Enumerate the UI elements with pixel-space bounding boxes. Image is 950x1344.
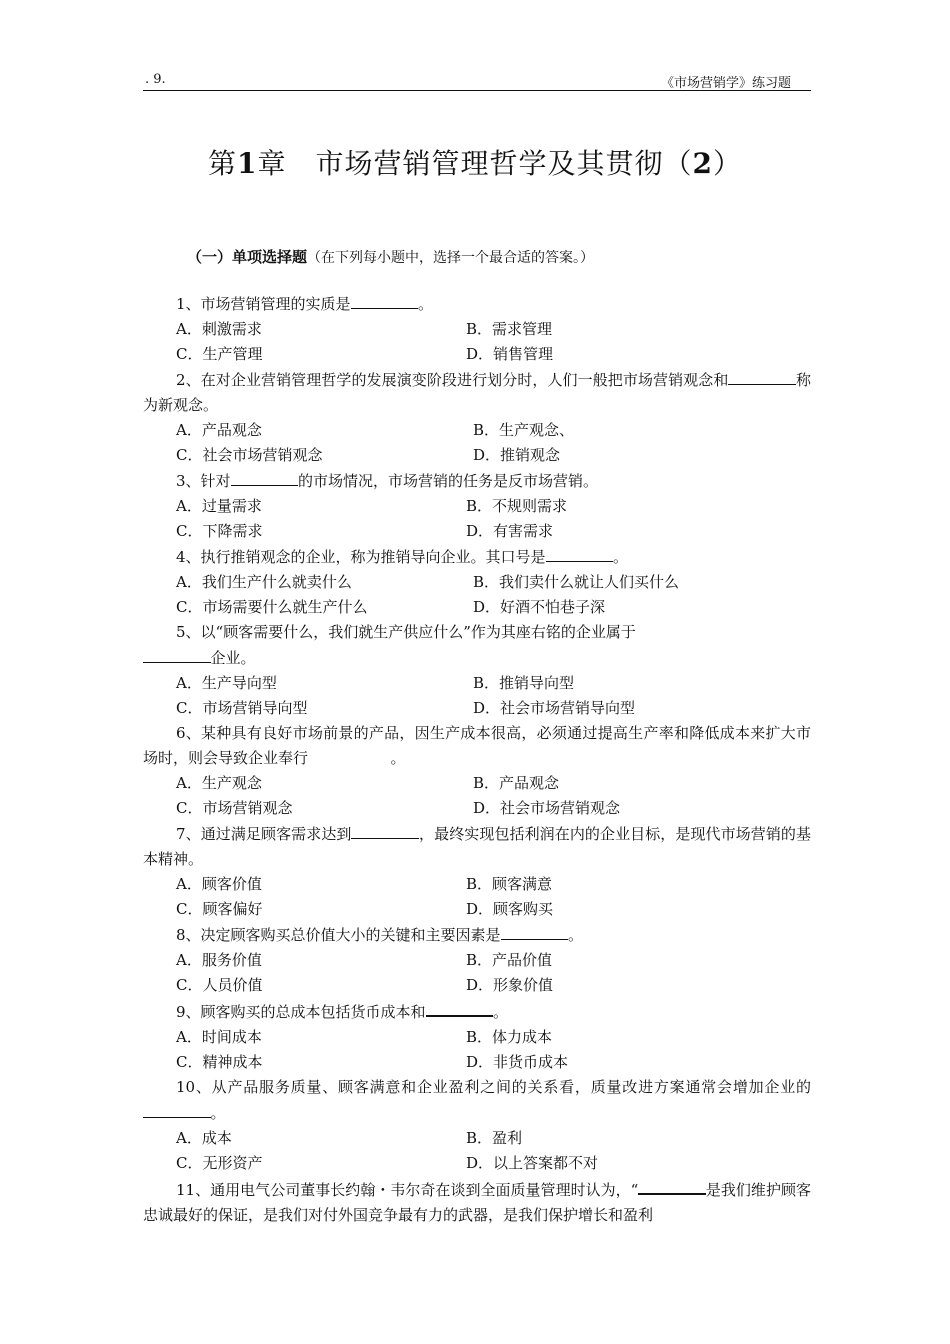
option-d[interactable]: D．社会市场营销观念 bbox=[473, 799, 621, 817]
option-c[interactable]: C．下降需求 bbox=[176, 522, 263, 540]
option-b[interactable]: B．产品价值 bbox=[466, 951, 553, 969]
section-title: （一）单项选择题 bbox=[187, 248, 308, 266]
options-row bbox=[143, 796, 811, 821]
options-row bbox=[143, 570, 811, 595]
option-c[interactable]: C．顾客偏好 bbox=[176, 900, 263, 918]
option-b[interactable]: B．体力成本 bbox=[466, 1028, 553, 1046]
options-row bbox=[143, 1050, 811, 1075]
options-row bbox=[143, 671, 811, 696]
stem-text: 11、通用电气公司董事长约翰・韦尔奇在谈到全面质量管理时认为，“ bbox=[176, 1181, 639, 1199]
title-pre: 第 bbox=[207, 147, 237, 180]
stem-text: 5、以“顾客需要什么，我们就生产供应什么”作为其座右铭的企业属于 bbox=[176, 623, 636, 641]
stem-text: 。 bbox=[418, 295, 434, 313]
stem-text: 3、针对 bbox=[176, 472, 231, 490]
question-stem bbox=[143, 468, 811, 494]
stem-text: 7、通过满足顾客需求达到 bbox=[176, 825, 352, 843]
title-mid: 章 市场营销管理哲学及其贯彻（ bbox=[257, 147, 693, 180]
question-stem bbox=[143, 620, 811, 671]
stem-text: 6、某种具有良好市场前景的产品，因生产成本很高，必须通过提高生产率和降低成本来扩大市场时，则会导致企业奉行 bbox=[143, 724, 811, 767]
option-d[interactable]: D．顾客购买 bbox=[466, 900, 554, 918]
option-b[interactable]: B．产品观念 bbox=[473, 774, 560, 792]
options-row bbox=[143, 696, 811, 721]
option-d[interactable]: D．有害需求 bbox=[466, 522, 554, 540]
stem-text: 称为新观念。 bbox=[143, 371, 811, 414]
question-stem bbox=[143, 367, 811, 418]
option-c[interactable]: C．市场营销观念 bbox=[176, 799, 293, 817]
option-d[interactable]: D．销售管理 bbox=[466, 345, 554, 363]
question-stem bbox=[143, 922, 811, 948]
options-row bbox=[143, 494, 811, 519]
option-b[interactable]: B．生产观念、 bbox=[473, 421, 575, 439]
stem-text: 4、执行推销观念的企业，称为推销导向企业。其口号是 bbox=[176, 548, 546, 566]
stem-text: 。 bbox=[493, 1003, 509, 1021]
option-a[interactable]: A．生产观念 bbox=[176, 774, 262, 792]
stem-text: 1、市场营销管理的实质是 bbox=[176, 295, 351, 313]
option-b[interactable]: B．顾客满意 bbox=[466, 875, 553, 893]
option-d[interactable]: D．形象价值 bbox=[466, 976, 554, 994]
question-5 bbox=[143, 620, 811, 721]
answer-blank[interactable] bbox=[501, 922, 569, 940]
option-b[interactable]: B．盈利 bbox=[466, 1129, 523, 1147]
stem-text: 2、在对企业营销管理哲学的发展演变阶段进行划分时，人们一般把市场营销观念和 bbox=[176, 371, 729, 389]
answer-blank[interactable] bbox=[351, 291, 419, 309]
answer-blank[interactable] bbox=[546, 544, 614, 562]
question-6 bbox=[143, 721, 811, 821]
stem-text: 的市场情况，市场营销的任务是反市场营销。 bbox=[298, 472, 599, 490]
question-8 bbox=[143, 922, 811, 998]
options-row bbox=[143, 443, 811, 468]
answer-blank[interactable] bbox=[143, 645, 211, 663]
stem-text: 。 bbox=[568, 926, 584, 944]
section-note: （在下列每小题中，选择一个最合适的答案。） bbox=[307, 250, 595, 266]
options-row bbox=[143, 771, 811, 796]
options-row bbox=[143, 1025, 811, 1050]
question-stem bbox=[143, 291, 811, 317]
option-d[interactable]: D．以上答案都不对 bbox=[466, 1154, 599, 1172]
question-10 bbox=[143, 1075, 811, 1176]
option-d[interactable]: D．好酒不怕巷子深 bbox=[473, 598, 606, 616]
title-num: 1 bbox=[237, 147, 258, 180]
option-c[interactable]: C．人员价值 bbox=[176, 976, 263, 994]
title-post: ） bbox=[712, 147, 742, 180]
question-stem bbox=[143, 1176, 811, 1228]
stem-text: 8、决定顾客购买总价值大小的关键和主要因素是 bbox=[176, 926, 501, 944]
option-a[interactable]: A．刺激需求 bbox=[176, 320, 262, 338]
option-b[interactable]: B．需求管理 bbox=[466, 320, 553, 338]
options-row bbox=[143, 418, 811, 443]
question-9 bbox=[143, 998, 811, 1075]
answer-blank[interactable] bbox=[231, 468, 299, 486]
question-stem bbox=[143, 721, 811, 771]
option-b[interactable]: B．我们卖什么就让人们买什么 bbox=[473, 573, 680, 591]
answer-blank[interactable] bbox=[143, 1100, 211, 1118]
question-stem bbox=[143, 998, 811, 1025]
options-row bbox=[143, 1151, 811, 1176]
stem-text: 10、从产品服务质量、顾客满意和企业盈利之间的关系看，质量改进方案通常会增加企业的 bbox=[176, 1078, 811, 1096]
options-row bbox=[143, 519, 811, 544]
option-c[interactable]: C．无形资产 bbox=[176, 1154, 263, 1172]
option-a[interactable]: A．产品观念 bbox=[176, 421, 262, 439]
question-1 bbox=[143, 291, 811, 367]
option-c[interactable]: C．市场营销导向型 bbox=[176, 699, 308, 717]
option-c[interactable]: C．市场需要什么就生产什么 bbox=[176, 598, 368, 616]
options-row bbox=[143, 948, 811, 973]
options-row bbox=[143, 595, 811, 620]
options-row bbox=[143, 872, 811, 897]
stem-text: 是我们维护顾客忠诚最好的保证，是我们对付外国竞争最有力的武器，是我们保护增长和盈利 bbox=[143, 1181, 811, 1224]
options-row bbox=[143, 897, 811, 922]
question-stem bbox=[143, 1075, 811, 1126]
stem-text: 。 bbox=[390, 749, 406, 767]
answer-blank[interactable] bbox=[728, 367, 796, 385]
option-b[interactable]: B．推销导向型 bbox=[473, 674, 575, 692]
stem-text: 。 bbox=[210, 1104, 226, 1122]
question-2 bbox=[143, 367, 811, 468]
answer-blank[interactable] bbox=[308, 746, 391, 763]
stem-text: 。 bbox=[613, 548, 629, 566]
question-stem bbox=[143, 821, 811, 872]
option-a[interactable]: A．我们生产什么就卖什么 bbox=[176, 573, 352, 591]
option-a[interactable]: A．时间成本 bbox=[176, 1028, 262, 1046]
question-4 bbox=[143, 544, 811, 620]
chapter-title bbox=[0, 142, 950, 182]
question-list bbox=[143, 291, 811, 1228]
option-c[interactable]: C．精神成本 bbox=[176, 1053, 263, 1071]
options-row bbox=[143, 342, 811, 367]
question-7 bbox=[143, 821, 811, 922]
option-d[interactable]: D．社会市场营销导向型 bbox=[473, 699, 636, 717]
options-row bbox=[143, 317, 811, 342]
book-title: 《市场营销学》练习题 bbox=[660, 76, 791, 91]
stem-text: 9、顾客购买的总成本包括货币成本和 bbox=[176, 1003, 426, 1021]
option-a[interactable]: A．服务价值 bbox=[176, 951, 262, 969]
stem-text: 企业。 bbox=[210, 649, 256, 667]
question-stem bbox=[143, 544, 811, 570]
option-a[interactable]: A．生产导向型 bbox=[176, 674, 277, 692]
option-a[interactable]: A．顾客价值 bbox=[176, 875, 262, 893]
question-11 bbox=[143, 1176, 811, 1228]
option-d[interactable]: D．推销观念 bbox=[473, 446, 561, 464]
answer-blank[interactable] bbox=[638, 1176, 706, 1195]
stem-text: ，最终实现包括利润在内的企业目标，是现代市场营销的基本精神。 bbox=[143, 825, 811, 868]
options-row bbox=[143, 1126, 811, 1151]
page-number: . 9. bbox=[145, 72, 166, 87]
section-heading bbox=[187, 246, 594, 267]
title-num2: 2 bbox=[692, 147, 713, 180]
option-c[interactable]: C．社会市场营销观念 bbox=[176, 446, 323, 464]
option-b[interactable]: B．不规则需求 bbox=[466, 497, 568, 515]
answer-blank[interactable] bbox=[426, 998, 494, 1017]
option-a[interactable]: A．过量需求 bbox=[176, 497, 262, 515]
question-3 bbox=[143, 468, 811, 544]
option-a[interactable]: A．成本 bbox=[176, 1129, 232, 1147]
page-header bbox=[143, 72, 811, 91]
options-row bbox=[143, 973, 811, 998]
option-d[interactable]: D．非货币成本 bbox=[466, 1053, 569, 1071]
answer-blank[interactable] bbox=[351, 821, 419, 839]
option-c[interactable]: C．生产管理 bbox=[176, 345, 263, 363]
